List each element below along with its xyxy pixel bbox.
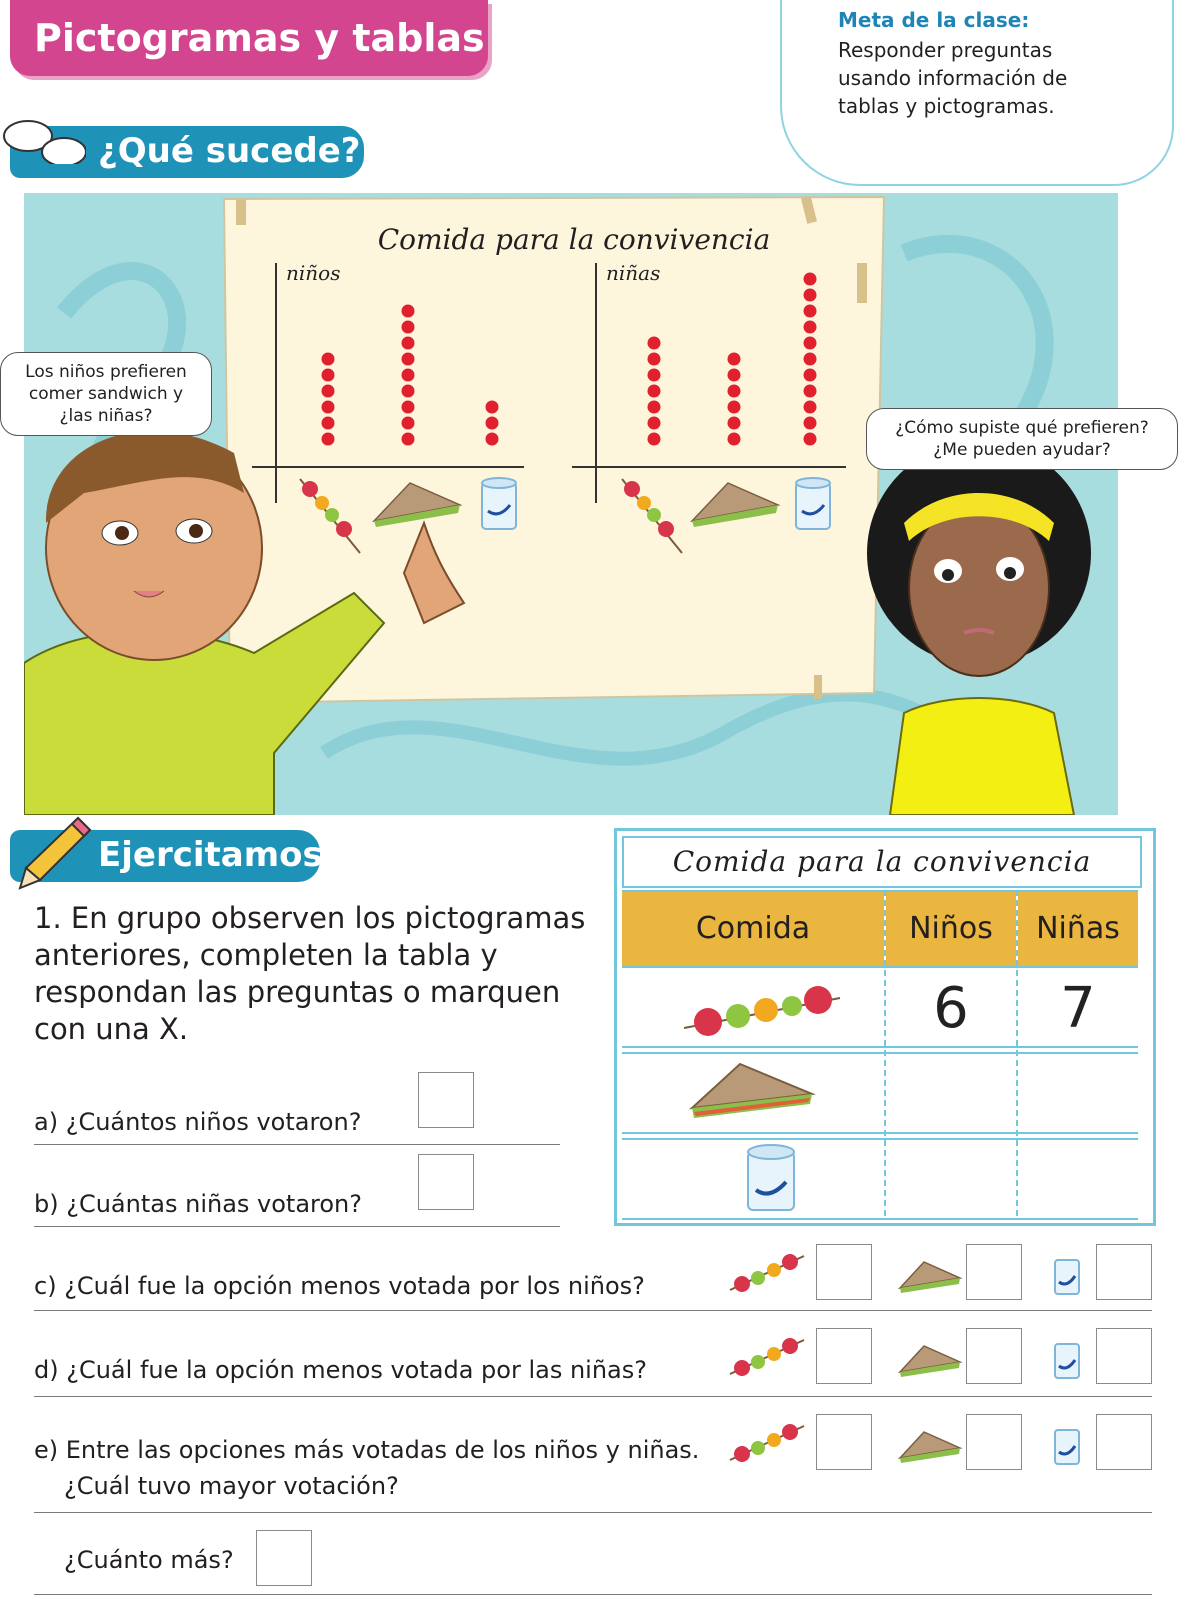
exercise-instruction: 1. En grupo observen los pictogramas anteriores, completen la tabla y respondan las preguntas o marquen con una X.: [34, 901, 586, 1046]
speech-bubbles-icon: [2, 112, 86, 164]
pictogram-dot: [804, 353, 817, 366]
pictogram-dot: [648, 337, 661, 350]
pictogram-dot: [648, 353, 661, 366]
pictogram-dot: [804, 337, 817, 350]
poster-boys-label: niños: [286, 261, 341, 285]
girls-sandwich-cell[interactable]: [1018, 1056, 1138, 1126]
girl-character: [867, 441, 1091, 815]
yogurt-icon: [744, 1142, 800, 1214]
fruit-skewer-icon: [680, 980, 850, 1040]
fruit-skewer-icon: [728, 1422, 808, 1466]
question-d: d) ¿Cuál fue la opción menos votada por las niñas?: [34, 1356, 648, 1384]
boys-yogurt-cell[interactable]: [886, 1142, 1016, 1212]
pictogram-dot: [486, 417, 499, 430]
yogurt-icon: [796, 478, 830, 529]
table-header-boys: Niños: [886, 890, 1016, 966]
yogurt-icon: [1052, 1424, 1082, 1466]
question-how-much-more: ¿Cuánto más?: [64, 1546, 234, 1574]
pictogram-dot: [648, 401, 661, 414]
table-header-girls: Niñas: [1018, 890, 1138, 966]
pictogram-dot: [402, 321, 415, 334]
fruit-skewer-icon: [728, 1336, 808, 1380]
poster-girls-label: niñas: [606, 261, 661, 285]
pictogram-dot: [804, 385, 817, 398]
sandwich-icon: [688, 1060, 818, 1124]
fruit-skewer-icon: [728, 1252, 808, 1296]
pictogram-dot: [804, 321, 817, 334]
section-label-exercise: Ejercitamos: [98, 835, 323, 875]
pencil-icon: [16, 812, 96, 892]
answer-box-how-much-more[interactable]: [256, 1530, 312, 1586]
divider: [34, 1512, 1152, 1513]
question-e: e) Entre las opciones más votadas de los niños y niñas.: [34, 1436, 700, 1464]
pictogram-dot: [322, 433, 335, 446]
pictogram-dot: [728, 401, 741, 414]
girls-yogurt-cell[interactable]: [1018, 1142, 1138, 1212]
pictogram-dot: [804, 289, 817, 302]
checkbox-e-yogurt[interactable]: [1096, 1414, 1152, 1470]
checkbox-e-fruit[interactable]: [816, 1414, 872, 1470]
pictogram-dot: [728, 417, 741, 430]
pictogram-dot: [728, 433, 741, 446]
pictogram-dot: [728, 369, 741, 382]
section-banner-what: [10, 126, 364, 178]
goal-text: Responder preguntas usando información de tablas y pictogramas.: [838, 38, 1068, 118]
question-e-sub: ¿Cuál tuvo mayor votación?: [64, 1472, 399, 1500]
pictogram-dot: [322, 369, 335, 382]
pictogram-dot: [402, 433, 415, 446]
yogurt-icon: [482, 478, 516, 529]
pictogram-dot: [804, 433, 817, 446]
divider: [34, 1310, 1152, 1311]
pictogram-dot: [648, 433, 661, 446]
yogurt-icon: [1052, 1254, 1082, 1296]
divider: [34, 1594, 1152, 1595]
pictogram-dot: [804, 401, 817, 414]
girls-fruit-count: 7: [1060, 976, 1096, 1041]
options-c: [728, 1244, 1152, 1310]
checkbox-c-yogurt[interactable]: [1096, 1244, 1152, 1300]
question-a: a) ¿Cuántos niños votaron?: [34, 1108, 362, 1136]
table-title: Comida para la convivencia: [622, 836, 1142, 888]
pictogram-dot: [402, 401, 415, 414]
pictogram-dot: [648, 385, 661, 398]
pictogram-dot: [402, 369, 415, 382]
section-label-what: ¿Qué sucede?: [98, 131, 361, 171]
divider: [34, 1144, 560, 1145]
question-b: b) ¿Cuántas niñas votaron?: [34, 1190, 363, 1218]
pictogram-dot: [648, 417, 661, 430]
pictogram-dot: [322, 401, 335, 414]
pictogram-dot: [486, 433, 499, 446]
yogurt-icon: [1052, 1338, 1082, 1380]
pictogram-dot: [402, 385, 415, 398]
pictogram-dot: [402, 353, 415, 366]
pictogram-dot: [648, 369, 661, 382]
boy-speech-bubble: Los niños prefieren comer sandwich y ¿las niñas?: [0, 352, 212, 436]
pictogram-dot: [728, 353, 741, 366]
pictogram-dot: [728, 385, 741, 398]
answer-box-b[interactable]: [418, 1154, 474, 1210]
options-e: [728, 1414, 1152, 1480]
pictogram-dot: [804, 369, 817, 382]
divider: [34, 1226, 560, 1227]
pictogram-dot: [322, 385, 335, 398]
pictogram-dot: [322, 353, 335, 366]
classroom-illustration: [24, 193, 1118, 815]
boys-fruit-count: 6: [933, 976, 969, 1041]
sandwich-icon: [898, 1260, 964, 1296]
pictogram-dot: [402, 337, 415, 350]
pictogram-dot: [804, 273, 817, 286]
pictogram-dot: [402, 305, 415, 318]
pictogram-dot: [804, 417, 817, 430]
pictogram-dot: [322, 417, 335, 430]
checkbox-e-sandwich[interactable]: [966, 1414, 1022, 1470]
divider: [34, 1396, 1152, 1397]
pictogram-dot: [402, 417, 415, 430]
checkbox-c-sandwich[interactable]: [966, 1244, 1022, 1300]
answer-box-a[interactable]: [418, 1072, 474, 1128]
options-d: [728, 1328, 1152, 1394]
checkbox-d-fruit[interactable]: [816, 1328, 872, 1384]
sandwich-icon: [898, 1344, 964, 1380]
checkbox-d-yogurt[interactable]: [1096, 1328, 1152, 1384]
poster-title: Comida para la convivencia: [377, 223, 771, 256]
checkbox-c-fruit[interactable]: [816, 1244, 872, 1300]
checkbox-d-sandwich[interactable]: [966, 1328, 1022, 1384]
girl-speech-bubble: ¿Cómo supiste qué prefieren? ¿Me pueden ayudar?: [866, 408, 1178, 470]
boys-sandwich-cell[interactable]: [886, 1056, 1016, 1126]
table-header-food: Comida: [622, 890, 884, 966]
pictogram-dot: [486, 401, 499, 414]
goal-title: Meta de la clase:: [838, 8, 1030, 32]
sandwich-icon: [898, 1430, 964, 1466]
page-title: Pictogramas y tablas: [34, 16, 485, 60]
scene-drawing: [24, 193, 1118, 815]
question-c: c) ¿Cuál fue la opción menos votada por los niños?: [34, 1272, 645, 1300]
title-tab: [10, 0, 488, 76]
pictogram-dot: [804, 305, 817, 318]
section-banner-exercise: [10, 830, 323, 882]
